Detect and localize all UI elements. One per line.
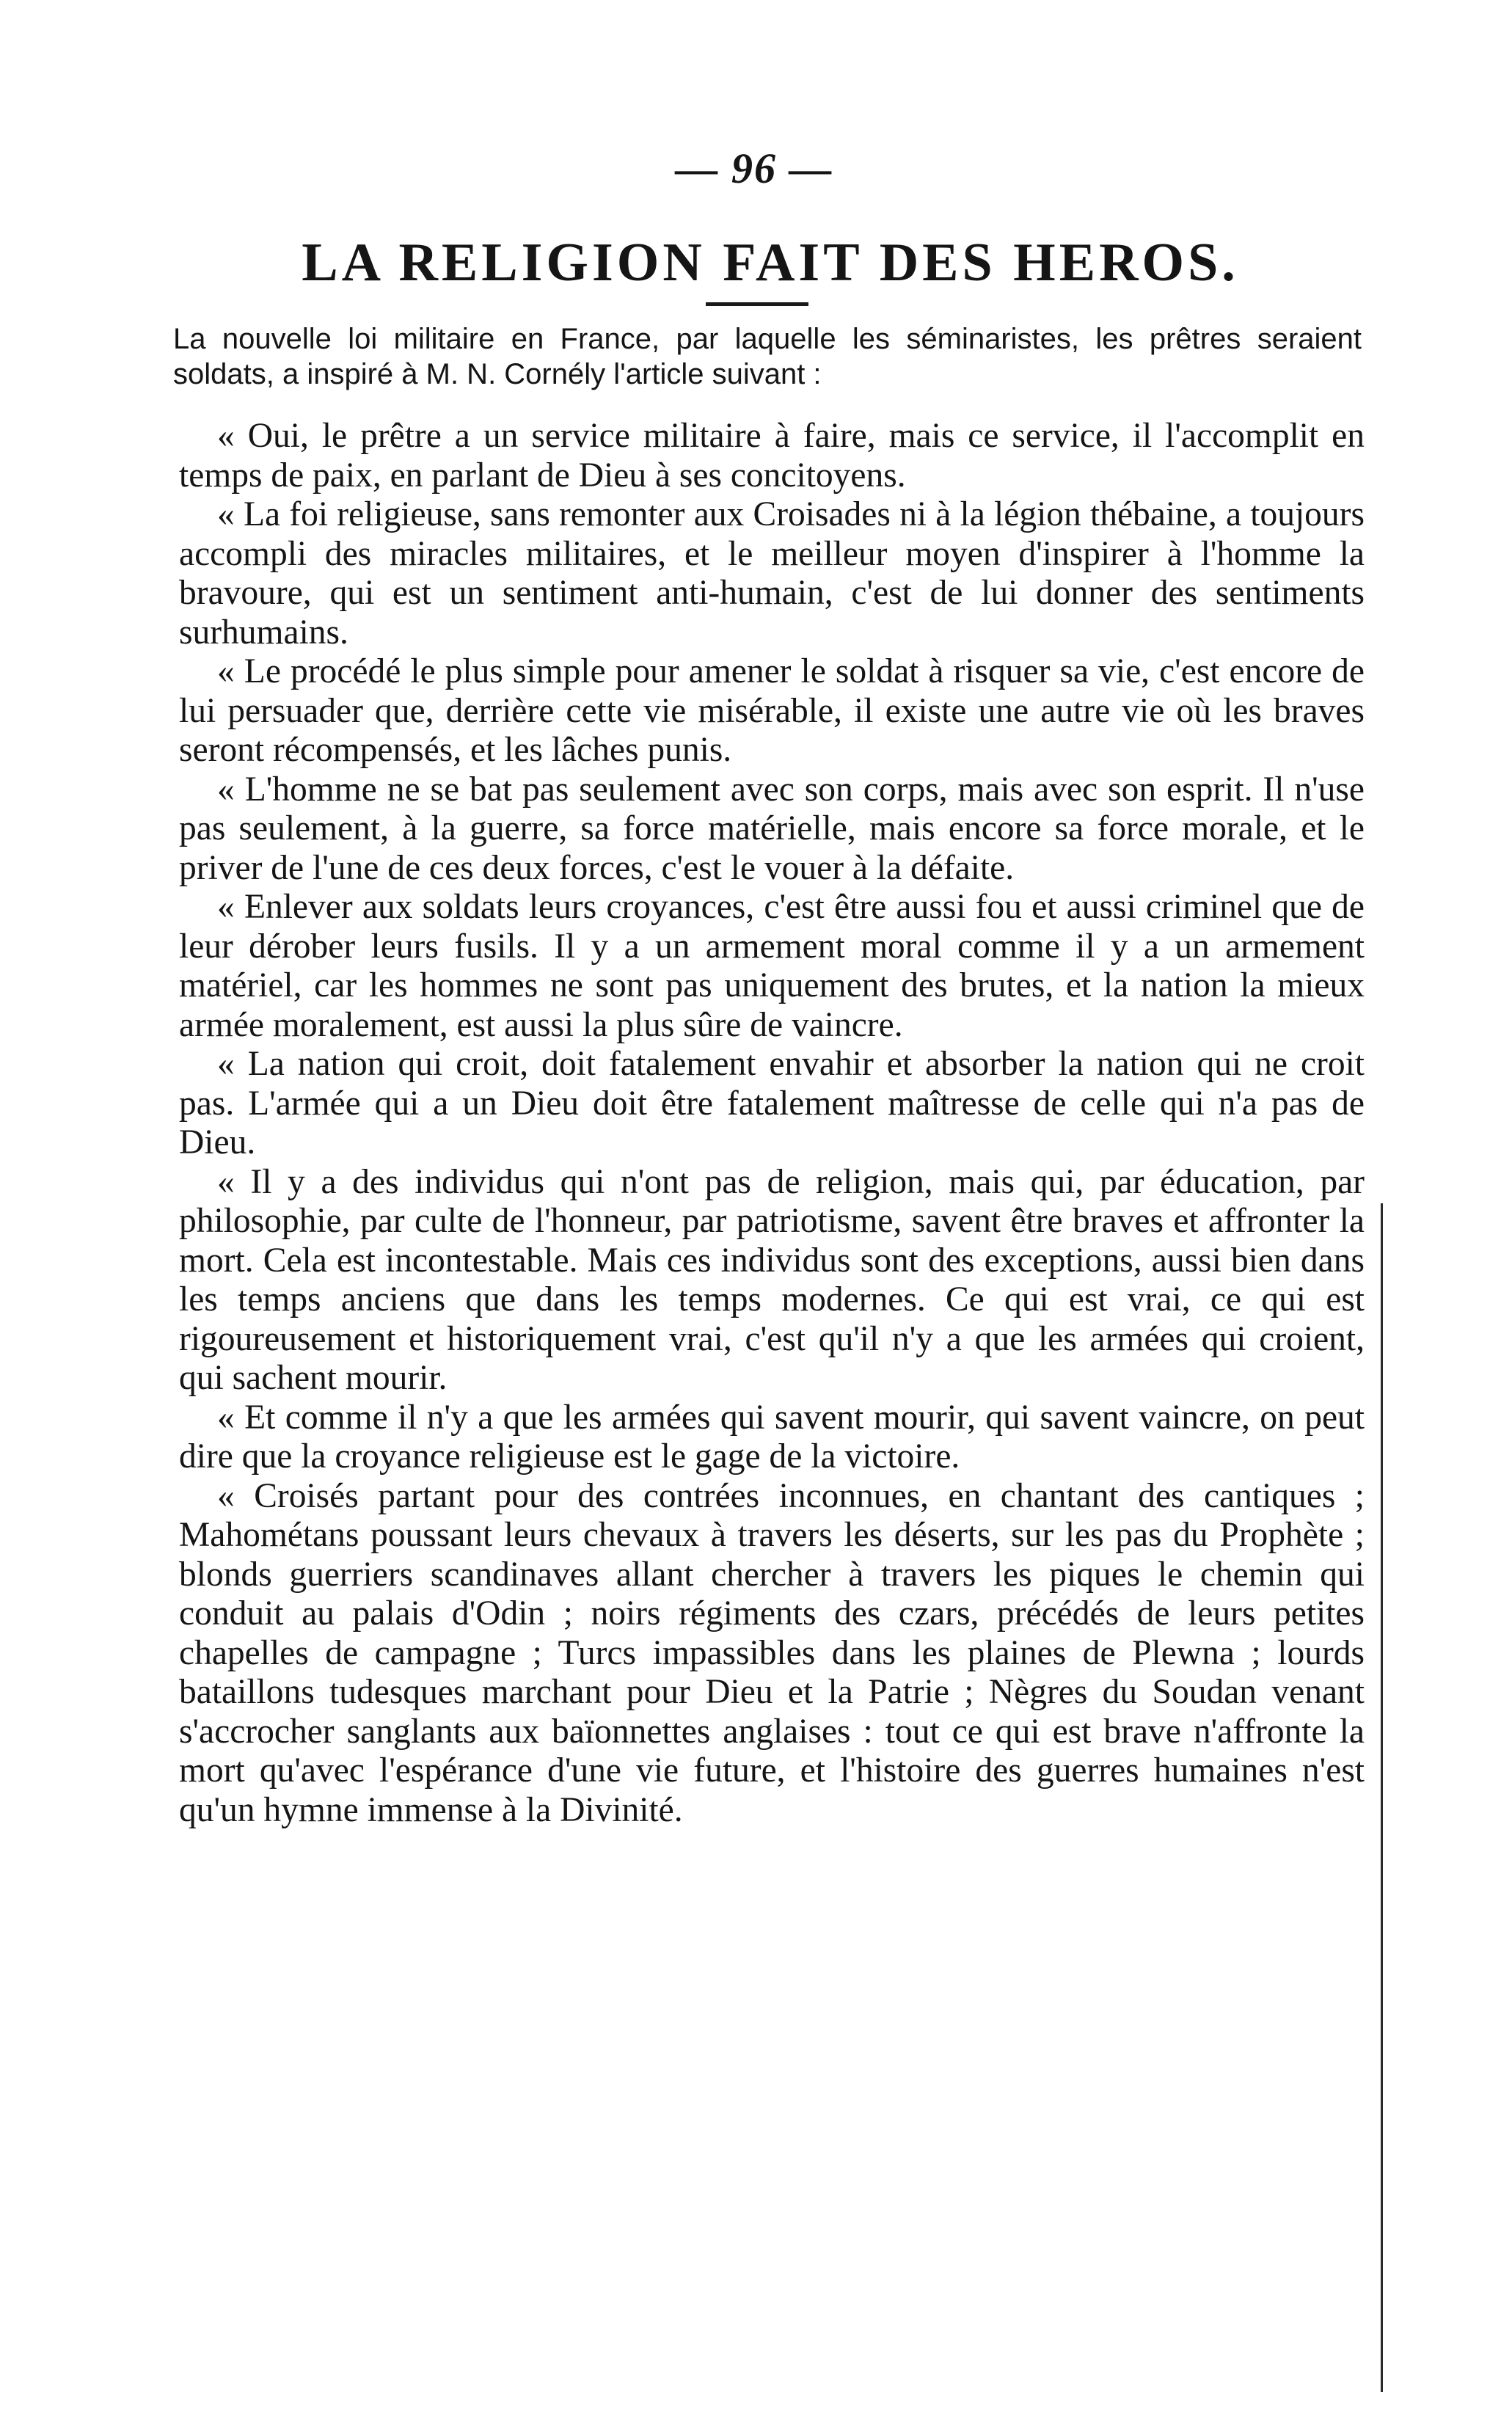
paragraph: « La foi religieuse, sans remonter aux Croisades ni à la légion thébaine, a toujours accompli des miracles militaires, et le meilleur moyen d'inspirer à l'homme la bravoure, qui est un sentiment anti-humain, c'est de lui donner des sentiments surhumains.	[179, 495, 1365, 652]
paragraph: « Enlever aux soldats leurs croyances, c'est être aussi fou et aussi criminel que de leur dérober leurs fusils. Il y a un armement moral comme il y a un armement matériel, car les hommes ne sont pas uniquement des brutes, et la nation la mieux armée moralement, est aussi la plus sûre de vaincre.	[179, 888, 1365, 1044]
paragraph: « Oui, le prêtre a un service militaire à faire, mais ce service, il l'accomplit en temps de paix, en parlant de Dieu à ses concitoyens.	[179, 417, 1365, 495]
paragraph: « L'homme ne se bat pas seulement avec son corps, mais avec son esprit. Il n'use pas seulement, à la guerre, sa force matérielle, mais encore sa force morale, et le priver de l'une de ces deux forces, c'est le vouer à la défaite.	[179, 770, 1365, 887]
paragraph: « La nation qui croit, doit fatalement envahir et absorber la nation qui ne croit pas. L'armée qui a un Dieu doit être fatalement maîtresse de celle qui n'a pas de Dieu.	[179, 1045, 1365, 1161]
page-edge-rule	[1381, 1203, 1383, 2392]
intro-note: La nouvelle loi militaire en France, par laquelle les séminaristes, les prêtres seraient soldats, a inspiré à M. N. Cornély l'article suivant :	[173, 323, 1362, 390]
paragraph: « Le procédé le plus simple pour amener le soldat à risquer sa vie, c'est encore de lui persuader que, derrière cette vie misérable, il existe une autre vie où les braves seront récompensés, et les lâches punis.	[179, 652, 1365, 769]
paragraph: « Il y a des individus qui n'ont pas de religion, mais qui, par éducation, par philosophie, par culte de l'honneur, par patriotisme, savent être braves et affronter la mort. Cela est incontestable. Mais ces individus sont des exceptions, aussi bien dans les temps anciens que dans les temps modernes. Ce qui est vrai, ce qui est rigoureusement et historiquement vrai, c'est qu'il n'y a que les armées qui croient, qui sachent mourir.	[179, 1162, 1365, 1397]
title-underline-rule	[706, 302, 808, 306]
paragraph: « Et comme il n'y a que les armées qui savent mourir, qui savent vaincre, on peut dire que la croyance religieuse est le gage de la victoire.	[179, 1398, 1365, 1476]
page-title: LA RELIGION FAIT DES HEROS.	[302, 233, 1239, 293]
page-number: — 96 —	[675, 145, 833, 192]
paragraph: « Croisés partant pour des contrées inconnues, en chantant des cantiques ; Mahométans poussant leurs chevaux à travers les déserts, sur les pas du Prophète ; blonds guerriers scandinaves allant chercher à travers les piques le chemin qui conduit au palais d'Odin ; noirs régiments des czars, précédés de leurs petites chapelles de campagne ; Turcs impassibles dans les plaines de Plewna ; lourds bataillons tudesques marchant pour Dieu et la Patrie ; Nègres du Soudan venant s'accrocher sanglants aux baïonnettes anglaises : tout ce qui est brave n'affronte la mort qu'avec l'espérance d'une vie future, et l'histoire des guerres humaines n'est qu'un hymne immense à la Divinité.	[179, 1476, 1365, 1829]
article-body	[179, 417, 1365, 1830]
